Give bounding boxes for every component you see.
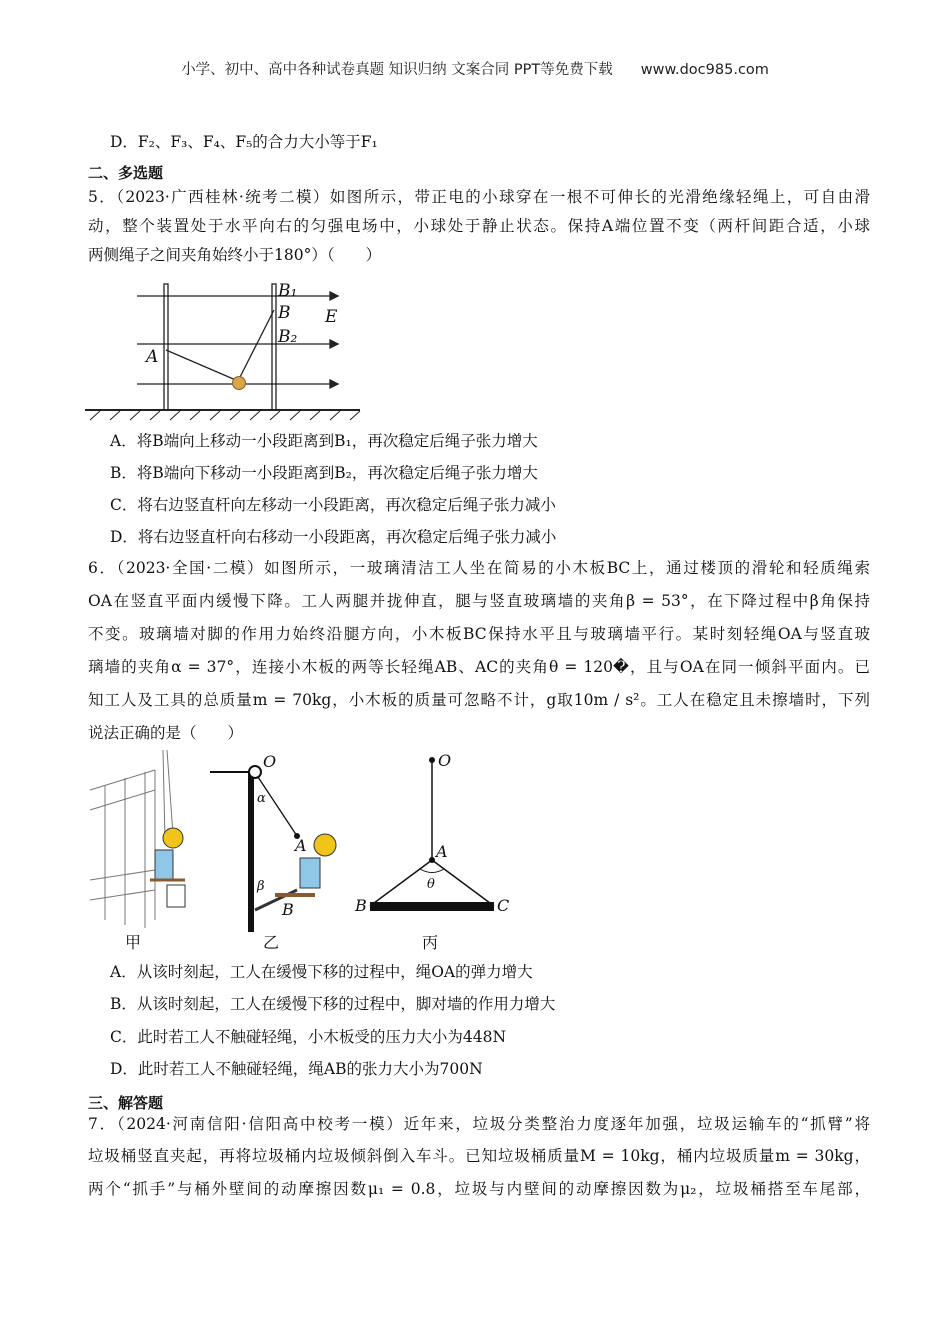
section-heading-multi: 二、多选题 bbox=[88, 164, 164, 182]
q6-line: 不变。玻璃墙对脚的作用力始终沿腿方向，小木板BC保持水平且与玻璃墙平行。某时刻轻绳OA与竖直玻 bbox=[88, 625, 870, 643]
q6-line: 说法正确的是（ ） bbox=[88, 724, 244, 742]
q6-line: 璃墙的夹角α = 37°，连接小木板的两等长轻绳AB、AC的夹角θ = 120�，且与OA在同一倾斜平面内。已 bbox=[88, 658, 870, 676]
label-a: A bbox=[146, 347, 159, 367]
q5-figure bbox=[85, 280, 365, 425]
label-e: E bbox=[325, 307, 338, 327]
label-jia: 甲 bbox=[125, 933, 142, 952]
q5-option-a[interactable]: A．将B端向上移动一小段距离到B₁，再次稳定后绳子张力增大 bbox=[110, 432, 538, 450]
label-a: A bbox=[295, 836, 307, 855]
figure-jia bbox=[90, 750, 173, 928]
q6-option-b[interactable]: B．从该时刻起，工人在缓慢下移的过程中，脚对墙的作用力增大 bbox=[110, 995, 556, 1013]
charged-ball bbox=[233, 377, 246, 390]
q5-option-d[interactable]: D．将右边竖直杆向右移动一小段距离，再次稳定后绳子张力减小 bbox=[110, 528, 557, 546]
label-b: B bbox=[282, 900, 294, 919]
header-url[interactable]: www.doc985.com bbox=[640, 62, 769, 78]
label-bing: 丙 bbox=[422, 933, 439, 952]
header-text: 小学、初中、高中各种试卷真题 知识归纳 文案合同 PPT等免费下载 bbox=[181, 62, 613, 78]
q6-line: 6．（2023·全国·二模）如图所示，一玻璃清洁工人坐在简易的小木板BC上，通过楼顶的滑轮和轻质绳索 bbox=[88, 559, 870, 577]
label-b1: B₁ bbox=[278, 281, 298, 301]
label-b: B bbox=[278, 303, 291, 323]
section-heading-answer: 三、解答题 bbox=[88, 1094, 164, 1112]
q6-option-a[interactable]: A．从该时刻起，工人在缓慢下移的过程中，绳OA的弹力增大 bbox=[110, 963, 533, 981]
q7-line: 两个“抓手”与桶外壁间的动摩擦因数μ₁ = 0.8，垃圾与内壁间的动摩擦因数为μ₂，垃圾桶搭至车尾部， bbox=[88, 1180, 870, 1198]
label-c: C bbox=[497, 896, 510, 915]
q6-option-d[interactable]: D．此时若工人不触碰轻绳，绳AB的张力大小为700N bbox=[110, 1060, 483, 1078]
label-a2: A bbox=[436, 842, 448, 861]
q5-option-c[interactable]: C．将右边竖直杆向左移动一小段距离，再次稳定后绳子张力减小 bbox=[110, 496, 556, 514]
label-yi: 乙 bbox=[263, 933, 280, 952]
label-b2: B₂ bbox=[278, 327, 298, 347]
q6-line: OA在竖直平面内缓慢下降。工人两腿并拢伸直，腿与竖直玻璃墙的夹角β = 53°，在下降过程中β角保持 bbox=[88, 592, 870, 610]
label-o2: O bbox=[438, 751, 452, 770]
q6-line: 知工人及工具的总质量m = 70kg，小木板的质量可忽略不计，g取10m / s²。工人在稳定且未擦墙时，下列 bbox=[88, 691, 870, 709]
q5-option-b[interactable]: B．将B端向下移动一小段距离到B₂，再次稳定后绳子张力增大 bbox=[110, 464, 538, 482]
page-header bbox=[0, 58, 950, 79]
label-alpha: α bbox=[257, 791, 266, 806]
label-theta: θ bbox=[427, 877, 435, 892]
label-beta: β bbox=[257, 879, 265, 894]
q7-line: 7．（2024·河南信阳·信阳高中校考一模）近年来，垃圾分类整治力度逐年加强，垃圾运输车的“抓臂”将 bbox=[88, 1115, 870, 1133]
q5-line: 两侧绳子之间夹角始终小于180°）（ ） bbox=[88, 246, 382, 264]
label-b2: B bbox=[355, 896, 367, 915]
q6-option-c[interactable]: C．此时若工人不触碰轻绳，小木板受的压力大小为448N bbox=[110, 1028, 507, 1046]
q7-line: 垃圾桶竖直夹起，再将垃圾桶内垃圾倾斜倒入车斗。已知垃圾桶质量M = 10kg，桶内垃圾质量m = 30kg， bbox=[88, 1147, 870, 1165]
label-o: O bbox=[263, 752, 277, 771]
prev-option-d: D．F₂、F₃、F₄、F₅的合力大小等于F₁ bbox=[110, 133, 378, 151]
q5-line: 5．（2023·广西桂林·统考二模）如图所示，带正电的小球穿在一根不可伸长的光滑绝缘轻绳上，可自由滑 bbox=[88, 188, 870, 206]
q6-figures bbox=[85, 750, 525, 955]
q5-line: 动，整个装置处于水平向右的匀强电场中，小球处于静止状态。保持A端位置不变（两杆间距合适，小球 bbox=[88, 217, 870, 235]
